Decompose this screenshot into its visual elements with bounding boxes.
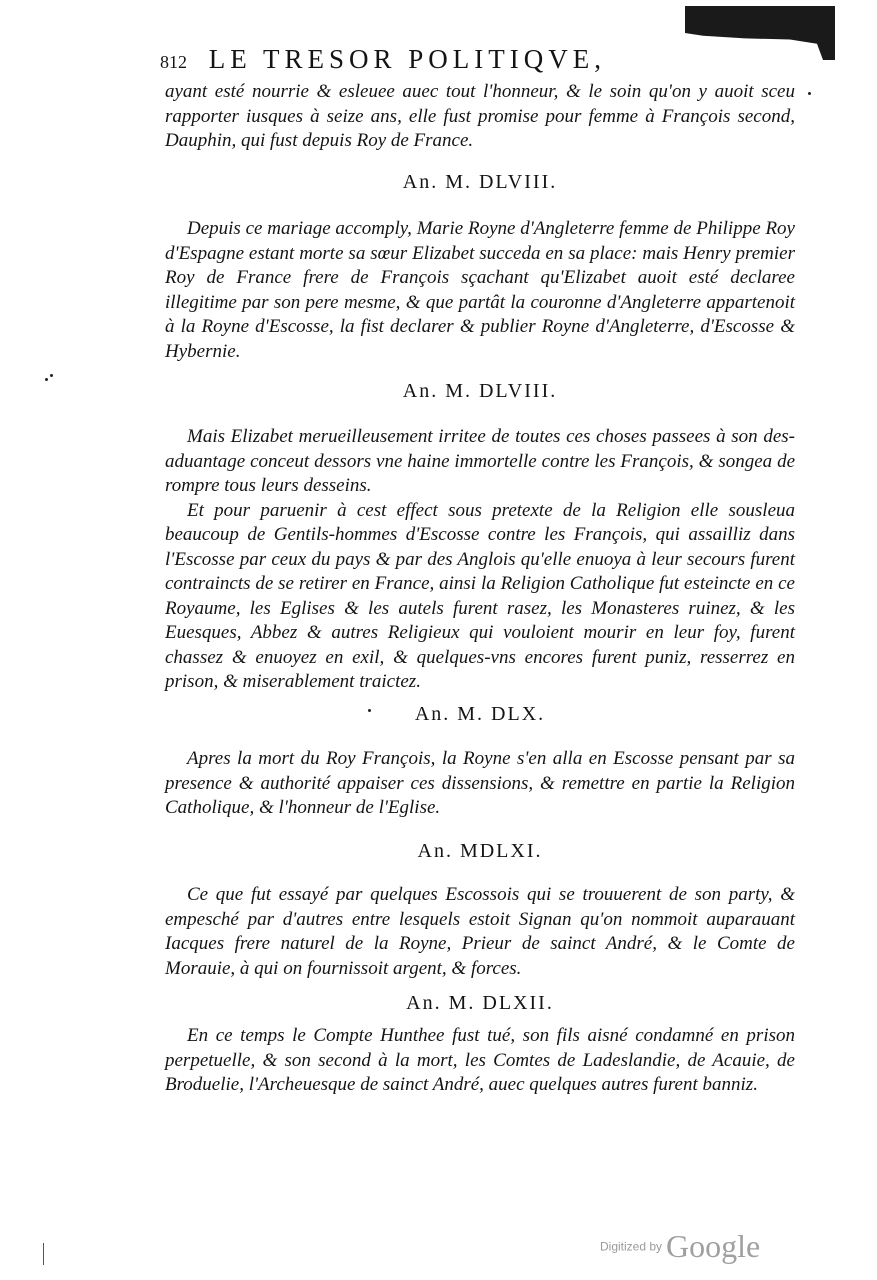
text-block-3 — [165, 747, 795, 821]
paragraph: Ce que fut essayé par quelques Escossois qui se trouuerent de son party, & empesché par d'autres entre lesquels estoit Signan qu'on nommoit auparauant Iacques frere naturel de la Royne, Prieur de sainct André, & le Comte de Morauie, à qui on fournissoit argent, & forces. — [165, 884, 795, 979]
year-heading-4: An. MDLXI. — [417, 840, 543, 862]
page-number: 812 — [160, 52, 187, 72]
year-heading-3: An. M. DLX. — [414, 703, 546, 725]
text-block-5 — [165, 1024, 795, 1098]
running-header — [160, 44, 700, 80]
paragraph: Et pour paruenir à cest effect sous pretexte de la Religion elle sousleua beaucoup de Gentils-hommes d'Escosse contre les François, qui assailliz dans l'Escosse par ceux du pays & par des Anglois qu'elle enuoya à leur secours furent contraincts de se retirer en France, ainsi la Religion Catholique fut esteincte en ce Royaume, les Eglises & les autels furent rasez, les Monasteres ruinez, & les Euesques, Abbez & autres Religieux qui vouloient mourir en leur foy, furent chassez & enuoyez en exil, & quelques-vns encores furent puniz, resserrez en prison, & miserablement traictez. — [165, 499, 795, 692]
ink-speck — [368, 709, 371, 712]
paragraph: Mais Elizabet merueilleusement irritee de toutes ces choses passees à son des-aduantage conceut dessors vne haine immortelle contre les François, & songea de rompre tous leurs desseins. — [165, 426, 795, 496]
paragraph: Depuis ce mariage accomply, Marie Royne d'Angleterre femme de Philippe Roy d'Espagne estant morte sa sœur Elizabet succeda en sa place: mais Henry premier Roy de France frere de François sçachant qu'Elizabet auoit esté declaree illegitime par son pere mesme, & que partât la couronne d'Angleterre appartenoit à la Royne d'Escosse, la fist declarer & publier Royne d'Angleterre, d'Escosse & Hybernie. — [165, 218, 795, 362]
ink-speck — [45, 378, 48, 381]
year-heading-5: An. M. DLXII. — [406, 992, 554, 1014]
ink-speck — [808, 92, 811, 95]
google-logo: Google — [666, 1228, 761, 1264]
text-block-1 — [165, 217, 795, 364]
year-heading-2: An. M. DLVIII. — [402, 380, 558, 402]
book-title: LE TRESOR POLITIQVE, — [208, 44, 606, 74]
year-heading-1: An. M. DLVIII. — [402, 171, 558, 193]
paragraph: Apres la mort du Roy François, la Royne s'en alla en Escosse pensant par sa presence & authorité appaiser ces dissensions, & remettre en partie la Religion Catholique, & l'honneur de l'Eglise. — [165, 748, 795, 818]
digitized-label: Digitized by — [600, 1239, 663, 1254]
text-block-0 — [165, 80, 795, 154]
ink-speck — [50, 374, 53, 377]
margin-mark — [43, 1243, 44, 1265]
digitized-watermark — [600, 1228, 760, 1264]
text-block-2 — [165, 425, 795, 695]
text-block-4 — [165, 883, 795, 981]
scan-corner-shadow — [685, 6, 835, 60]
paragraph: En ce temps le Compte Hunthee fust tué, son fils aisné condamné en prison perpetuelle, & son second à la mort, les Comtes de Ladeslandie, de Acauie, de Broduelie, l'Archeuesque de sainct André, auec quelques autres furent banniz. — [165, 1025, 795, 1095]
paragraph: ayant esté nourrie & esleuee auec tout l'honneur, & le soin qu'on y auoit sceu rapporter iusques à seize ans, elle fust promise pour femme à François second, Dauphin, qui fust depuis Roy de France. — [165, 81, 795, 151]
